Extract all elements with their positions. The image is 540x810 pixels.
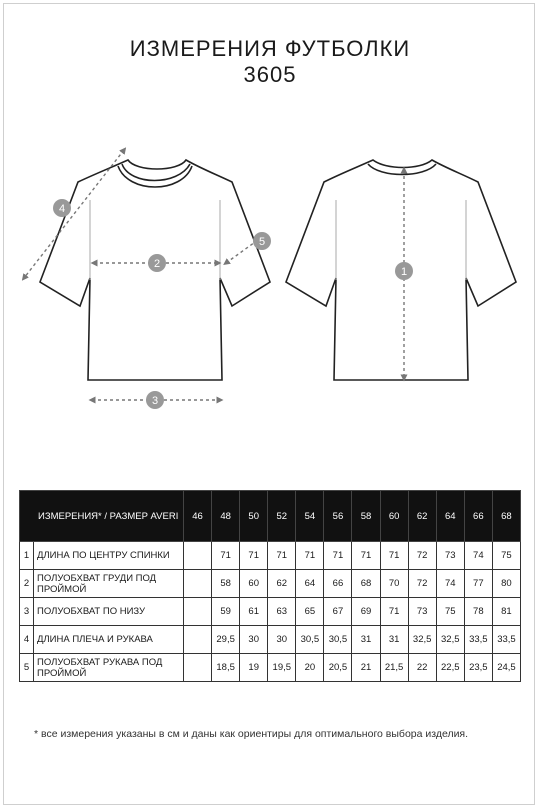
table-cell: 23,5 [464,654,492,682]
table-header-label: ИЗМЕРЕНИЯ* / РАЗМЕР AVERI [20,491,184,542]
svg-text:2: 2 [153,258,161,270]
table-cell: 59 [212,598,240,626]
table-cell: 70 [380,570,408,598]
table-cell: 62 [268,570,296,598]
table-cell: 30,5 [296,626,324,654]
row-number: 4 [20,626,34,654]
table-cell: 18,5 [212,654,240,682]
row-number: 3 [20,598,34,626]
table-cell: 74 [436,570,464,598]
table-cell [184,654,212,682]
table-cell: 71 [324,542,352,570]
footnote: * все измерения указаны в см и даны как ориентиры для оптимального выбора изделия. [34,728,469,740]
table-cell: 58 [212,570,240,598]
table-cell: 71 [352,542,380,570]
table-cell: 30 [268,626,296,654]
table-cell: 30 [240,626,268,654]
size-table-header-row [20,491,521,542]
row-label: ПОЛУОБХВАТ ГРУДИ ПОД ПРОЙМОЙ [34,570,184,598]
row-label: ДЛИНА ПО ЦЕНТРУ СПИНКИ [34,542,184,570]
table-cell: 32,5 [436,626,464,654]
page-title: ИЗМЕРЕНИЯ ФУТБОЛКИ [129,36,411,61]
size-col-header: 64 [436,491,464,542]
row-number: 1 [20,542,34,570]
table-cell: 66 [324,570,352,598]
table-cell: 69 [352,598,380,626]
svg-text:4: 4 [58,203,66,215]
size-col-header: 62 [408,491,436,542]
size-col-header: 66 [464,491,492,542]
table-cell [184,570,212,598]
table-cell: 64 [296,570,324,598]
table-cell: 60 [240,570,268,598]
table-cell [184,542,212,570]
table-cell: 68 [352,570,380,598]
marker-5 [253,232,271,250]
size-col-header: 68 [492,491,520,542]
size-col-header: 48 [212,491,240,542]
size-table [19,490,521,682]
table-cell: 74 [464,542,492,570]
table-cell: 22 [408,654,436,682]
table-cell: 73 [408,598,436,626]
table-cell: 33,5 [464,626,492,654]
size-col-header: 52 [268,491,296,542]
marker-2 [148,254,166,272]
size-col-header: 56 [324,491,352,542]
row-number: 5 [20,654,34,682]
table-cell: 32,5 [408,626,436,654]
size-table-wrapper [19,490,521,682]
table-cell: 72 [408,542,436,570]
table-cell: 71 [380,598,408,626]
size-col-header: 50 [240,491,268,542]
size-col-header: 60 [380,491,408,542]
table-cell: 33,5 [492,626,520,654]
size-col-header: 54 [296,491,324,542]
table-cell: 78 [464,598,492,626]
table-cell: 63 [268,598,296,626]
marker-1 [395,262,413,280]
table-cell: 31 [352,626,380,654]
table-cell: 71 [240,542,268,570]
table-cell: 81 [492,598,520,626]
svg-text:1: 1 [400,266,408,278]
table-cell [184,626,212,654]
size-col-header: 46 [184,491,212,542]
table-cell: 67 [324,598,352,626]
table-cell: 22,5 [436,654,464,682]
table-cell: 72 [408,570,436,598]
table-cell: 30,5 [324,626,352,654]
table-row [20,626,521,654]
table-cell: 24,5 [492,654,520,682]
table-row [20,654,521,682]
marker-3 [146,391,164,409]
svg-text:3: 3 [151,395,159,407]
model-number: 3605 [243,62,297,87]
table-cell: 65 [296,598,324,626]
row-number: 2 [20,570,34,598]
table-cell: 71 [380,542,408,570]
row-label: ПОЛУОБХВАТ ПО НИЗУ [34,598,184,626]
table-cell: 73 [436,542,464,570]
marker-4 [53,199,71,217]
table-row [20,598,521,626]
table-cell [184,598,212,626]
table-cell: 31 [380,626,408,654]
table-cell: 80 [492,570,520,598]
table-row [20,542,521,570]
table-row [20,570,521,598]
table-cell: 71 [268,542,296,570]
table-cell: 21 [352,654,380,682]
table-cell: 19,5 [268,654,296,682]
table-cell: 75 [492,542,520,570]
svg-text:5: 5 [258,236,266,248]
tshirt-diagram [0,130,540,420]
table-cell: 75 [436,598,464,626]
size-col-header: 58 [352,491,380,542]
table-cell: 71 [296,542,324,570]
table-cell: 20 [296,654,324,682]
table-cell: 19 [240,654,268,682]
table-cell: 20,5 [324,654,352,682]
row-label: ДЛИНА ПЛЕЧА И РУКАВА [34,626,184,654]
table-cell: 71 [212,542,240,570]
table-cell: 29,5 [212,626,240,654]
table-cell: 77 [464,570,492,598]
table-cell: 21,5 [380,654,408,682]
row-label: ПОЛУОБХВАТ РУКАВА ПОД ПРОЙМОЙ [34,654,184,682]
table-cell: 61 [240,598,268,626]
